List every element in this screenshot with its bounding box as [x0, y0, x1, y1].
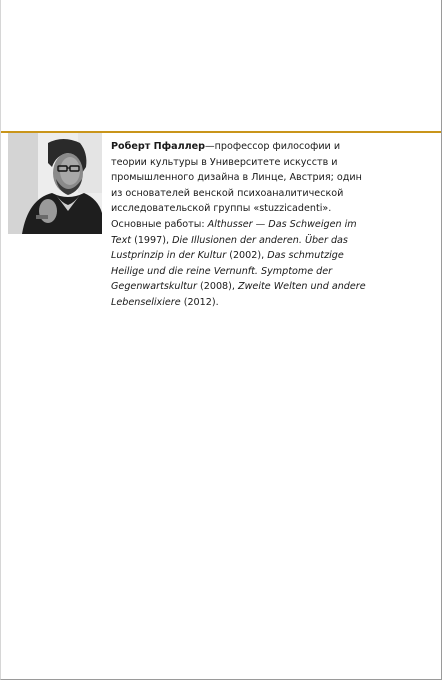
bio-paragraph: [111, 139, 369, 217]
author-portrait-photo-icon: [8, 133, 102, 234]
work-year: (2012).: [180, 296, 219, 308]
work-title: Das schmutzige Heilige und die reine Vernunft. Symptome der Gegenwartskultur: [111, 250, 344, 293]
works-paragraph: [111, 217, 369, 311]
author-biography: [111, 139, 369, 311]
bio-description: профессор философии и теории культуры в Университете искусств и промышленного дизайна в Линце, Австрия; один из основателей венской психоаналитической исследовательской группы «stuzzicadenti».: [111, 141, 362, 215]
work-year: (2002),: [226, 250, 268, 262]
work-year: (2008),: [196, 281, 238, 293]
works-lead: Основные работы:: [111, 218, 208, 230]
work-title: Althusser — Das Schweigen im Text: [111, 218, 357, 246]
work-title: Zweite Welten und andere Lebenselixiere: [111, 281, 366, 308]
author-portrait: [8, 133, 102, 234]
work-year: (1997),: [131, 234, 173, 246]
em-dash: —: [205, 141, 215, 152]
author-name: Роберт Пфаллер: [111, 141, 206, 152]
work-title: Die Illusionen der anderen. Über das Lustprinzip in der Kultur: [111, 234, 348, 262]
